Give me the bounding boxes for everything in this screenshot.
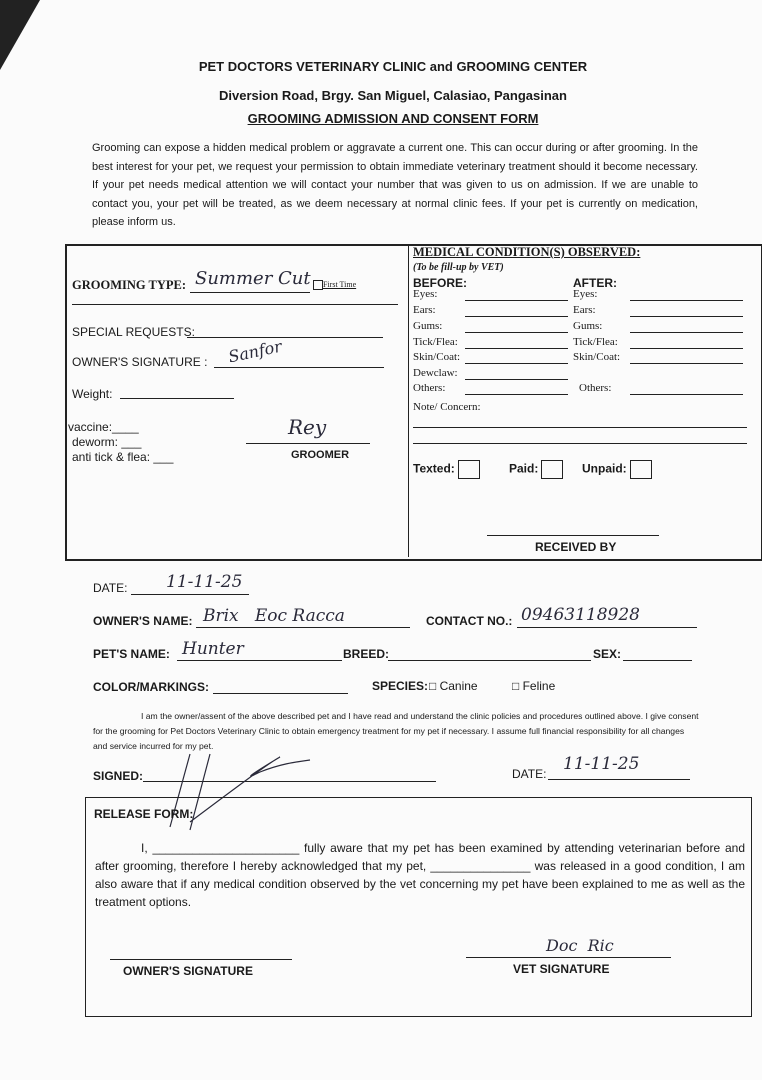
release-owner-signature-label: OWNER'S SIGNATURE <box>123 964 253 978</box>
before-item-label: Gums: <box>413 320 443 332</box>
before-item-label: Others: <box>413 382 446 394</box>
paid-label: Paid: <box>509 461 539 476</box>
box-divider <box>408 245 409 557</box>
received-by-label: RECEIVED BY <box>535 540 617 554</box>
before-item-field[interactable] <box>465 300 568 301</box>
owner-name-field[interactable] <box>196 627 410 628</box>
breed-label: BREED: <box>343 647 390 661</box>
after-item-field[interactable] <box>630 363 743 364</box>
groomer-signature: Rey <box>288 415 327 439</box>
signed-date-field[interactable] <box>548 779 690 780</box>
vet-signature-field[interactable] <box>466 957 671 958</box>
first-time-checkbox[interactable] <box>313 280 356 290</box>
feline-checkbox[interactable]: □ Feline <box>512 679 556 693</box>
sex-field[interactable] <box>623 660 692 661</box>
release-owner-signature-field[interactable] <box>110 959 292 960</box>
before-item-label: Skin/Coat: <box>413 351 461 363</box>
vet-signature-label: VET SIGNATURE <box>513 962 610 976</box>
after-item-field[interactable] <box>630 394 743 395</box>
after-item-field[interactable] <box>630 332 743 333</box>
after-item-field[interactable] <box>630 316 743 317</box>
grooming-type-value[interactable]: Summer Cut <box>195 268 311 289</box>
before-item-field[interactable] <box>465 379 568 380</box>
breed-field[interactable] <box>388 660 591 661</box>
weight-label: Weight: <box>72 387 113 401</box>
owner-signature-value: Sanfor <box>226 336 284 367</box>
after-item-field[interactable] <box>630 300 743 301</box>
signed-label: SIGNED: <box>93 769 144 783</box>
unpaid-label: Unpaid: <box>582 461 627 476</box>
after-item-field[interactable] <box>630 348 743 349</box>
contact-value: 09463118928 <box>521 605 640 625</box>
contact-label: CONTACT NO.: <box>426 614 513 628</box>
pet-name-field[interactable] <box>177 660 342 661</box>
groomer-line[interactable] <box>246 443 370 444</box>
vaccine-label: vaccine:____ <box>68 420 139 434</box>
signed-date-label: DATE: <box>512 767 547 781</box>
before-heading: BEFORE: <box>413 276 467 290</box>
date-label: DATE: <box>93 581 128 595</box>
consent-paragraph: I am the owner/assent of the above described pet and I have read and understand the clinic policies and procedures outlined above. I give consent for the grooming for Pet Doctors Veterinary Clinic to obtain emergency treatment for my pet if necessary. I assume full financial responsibility for all changes and service incurred for my pet. <box>93 711 699 751</box>
color-markings-field[interactable] <box>213 693 348 694</box>
paid-checkbox[interactable] <box>509 460 563 479</box>
weight-field[interactable] <box>120 398 234 399</box>
date-value: 11-11-25 <box>166 572 243 592</box>
canine-checkbox[interactable]: □ Canine <box>429 679 478 693</box>
medical-title: MEDICAL CONDITION(S) OBSERVED: <box>413 245 641 259</box>
owner-name-label: OWNER'S NAME: <box>93 614 193 628</box>
form-title: GROOMING ADMISSION AND CONSENT FORM <box>247 111 539 126</box>
color-markings-label: COLOR/MARKINGS: <box>93 680 209 694</box>
grooming-type-line <box>190 292 310 293</box>
before-item-label: Tick/Flea: <box>413 336 458 348</box>
first-time-label: First Time <box>323 280 357 289</box>
unpaid-checkbox[interactable] <box>582 460 652 479</box>
note-label: Note/ Concern: <box>413 401 481 413</box>
pet-name-label: PET'S NAME: <box>93 647 170 661</box>
owner-name-value: Brix Eoc Racca <box>203 606 345 626</box>
intro-paragraph: Grooming can expose a hidden medical problem or aggravate a current one. This can occur during or after grooming. In the best interest for your pet, we request your permission to obtain immediate veterinary treatment should it become necessary. If your pet needs medical attention we will contact your number that was given to us on admission. If we are unable to contact you, your pet will be treated, as we deem necessary at normal clinic fees. If your pet is currently on medication, please inform us. <box>92 142 698 228</box>
date-field[interactable] <box>131 594 249 595</box>
before-item-label: Ears: <box>413 304 436 316</box>
before-item-field[interactable] <box>465 332 568 333</box>
texted-checkbox[interactable] <box>413 460 480 479</box>
special-requests-field[interactable] <box>187 337 383 338</box>
pet-name-value: Hunter <box>182 639 244 659</box>
note-line-2[interactable] <box>413 443 747 444</box>
texted-label: Texted: <box>413 461 455 476</box>
before-item-label: Eyes: <box>413 288 438 300</box>
species-label: SPECIES: <box>372 679 429 693</box>
clinic-address: Diversion Road, Brgy. San Miguel, Calasiao, Pangasinan <box>219 88 567 103</box>
before-item-field[interactable] <box>465 348 568 349</box>
owner-signature-field[interactable] <box>214 367 384 368</box>
before-item-label: Dewclaw: <box>413 367 458 379</box>
special-requests-label: SPECIAL REQUESTS: <box>72 325 195 339</box>
clinic-name: PET DOCTORS VETERINARY CLINIC and GROOMING CENTER <box>198 59 588 74</box>
after-item-label: Skin/Coat: <box>573 351 621 363</box>
before-item-field[interactable] <box>465 394 568 395</box>
grooming-type-label: GROOMING TYPE: <box>72 278 187 292</box>
vet-signature-value: Doc Ric <box>546 936 614 955</box>
after-item-label: Eyes: <box>573 288 598 300</box>
contact-field[interactable] <box>517 627 697 628</box>
signed-date-value: 11-11-25 <box>563 754 640 774</box>
release-paragraph: I, ______________________ fully aware that my pet has been examined by attending veterinarian before and after grooming, therefore I hereby acknowledged that my pet, _______________ was released in a good condition, I am also aware that if any medical condition observed by the vet concerning my pet have been explained to me as well as the treatment options. <box>95 841 745 909</box>
received-by-line[interactable] <box>487 535 659 536</box>
after-heading: AFTER: <box>573 276 617 290</box>
groomer-label: GROOMER <box>291 449 350 461</box>
after-item-label: Others: <box>579 382 612 394</box>
deworm-label: deworm: ___ <box>72 435 142 449</box>
owner-signature-label: OWNER'S SIGNATURE : <box>72 355 208 369</box>
sex-label: SEX: <box>593 647 622 661</box>
grooming-extra-line <box>72 304 398 305</box>
after-item-label: Ears: <box>573 304 596 316</box>
note-line-1[interactable] <box>413 427 747 428</box>
after-item-label: Gums: <box>573 320 603 332</box>
anti-tick-label: anti tick & flea: ___ <box>72 450 174 464</box>
before-item-field[interactable] <box>465 316 568 317</box>
after-item-label: Tick/Flea: <box>573 336 618 348</box>
medical-subtitle: (To be fill-up by VET) <box>413 262 504 273</box>
before-item-field[interactable] <box>465 363 568 364</box>
release-title: RELEASE FORM: <box>94 807 194 821</box>
